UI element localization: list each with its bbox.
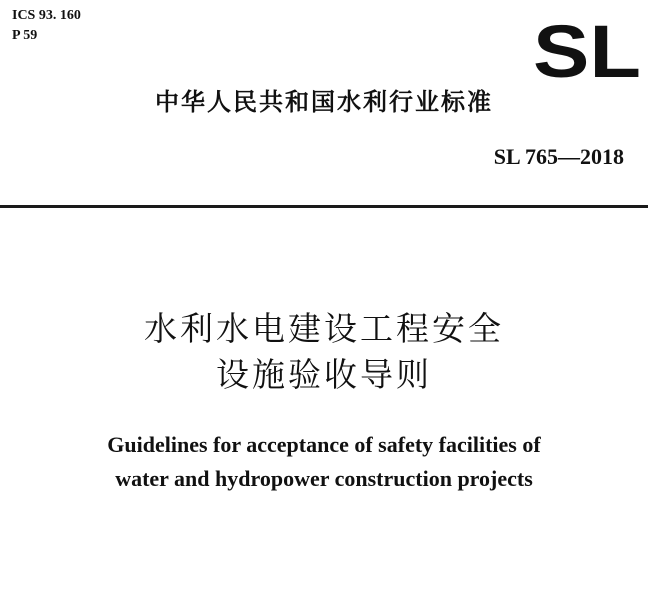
classification-codes	[12, 6, 81, 46]
sl-logo-text: SL	[533, 20, 641, 82]
issuing-authority: 中华人民共和国水利行业标准	[155, 88, 493, 116]
header-divider	[0, 205, 648, 208]
english-title-line-1: Guidelines for acceptance of safety facilities of	[107, 432, 541, 457]
ccs-code: P 59	[12, 28, 38, 43]
chinese-title	[0, 306, 648, 398]
chinese-title-line-2: 设施验收导则	[216, 355, 432, 394]
sl-logo	[532, 20, 642, 82]
english-title-line-2: water and hydropower construction projects	[115, 466, 533, 491]
standard-number: SL 765—2018	[493, 144, 624, 169]
ics-code: ICS 93. 160	[12, 8, 81, 23]
english-title	[0, 428, 648, 496]
chinese-title-line-1: 水利水电建设工程安全	[144, 309, 504, 348]
